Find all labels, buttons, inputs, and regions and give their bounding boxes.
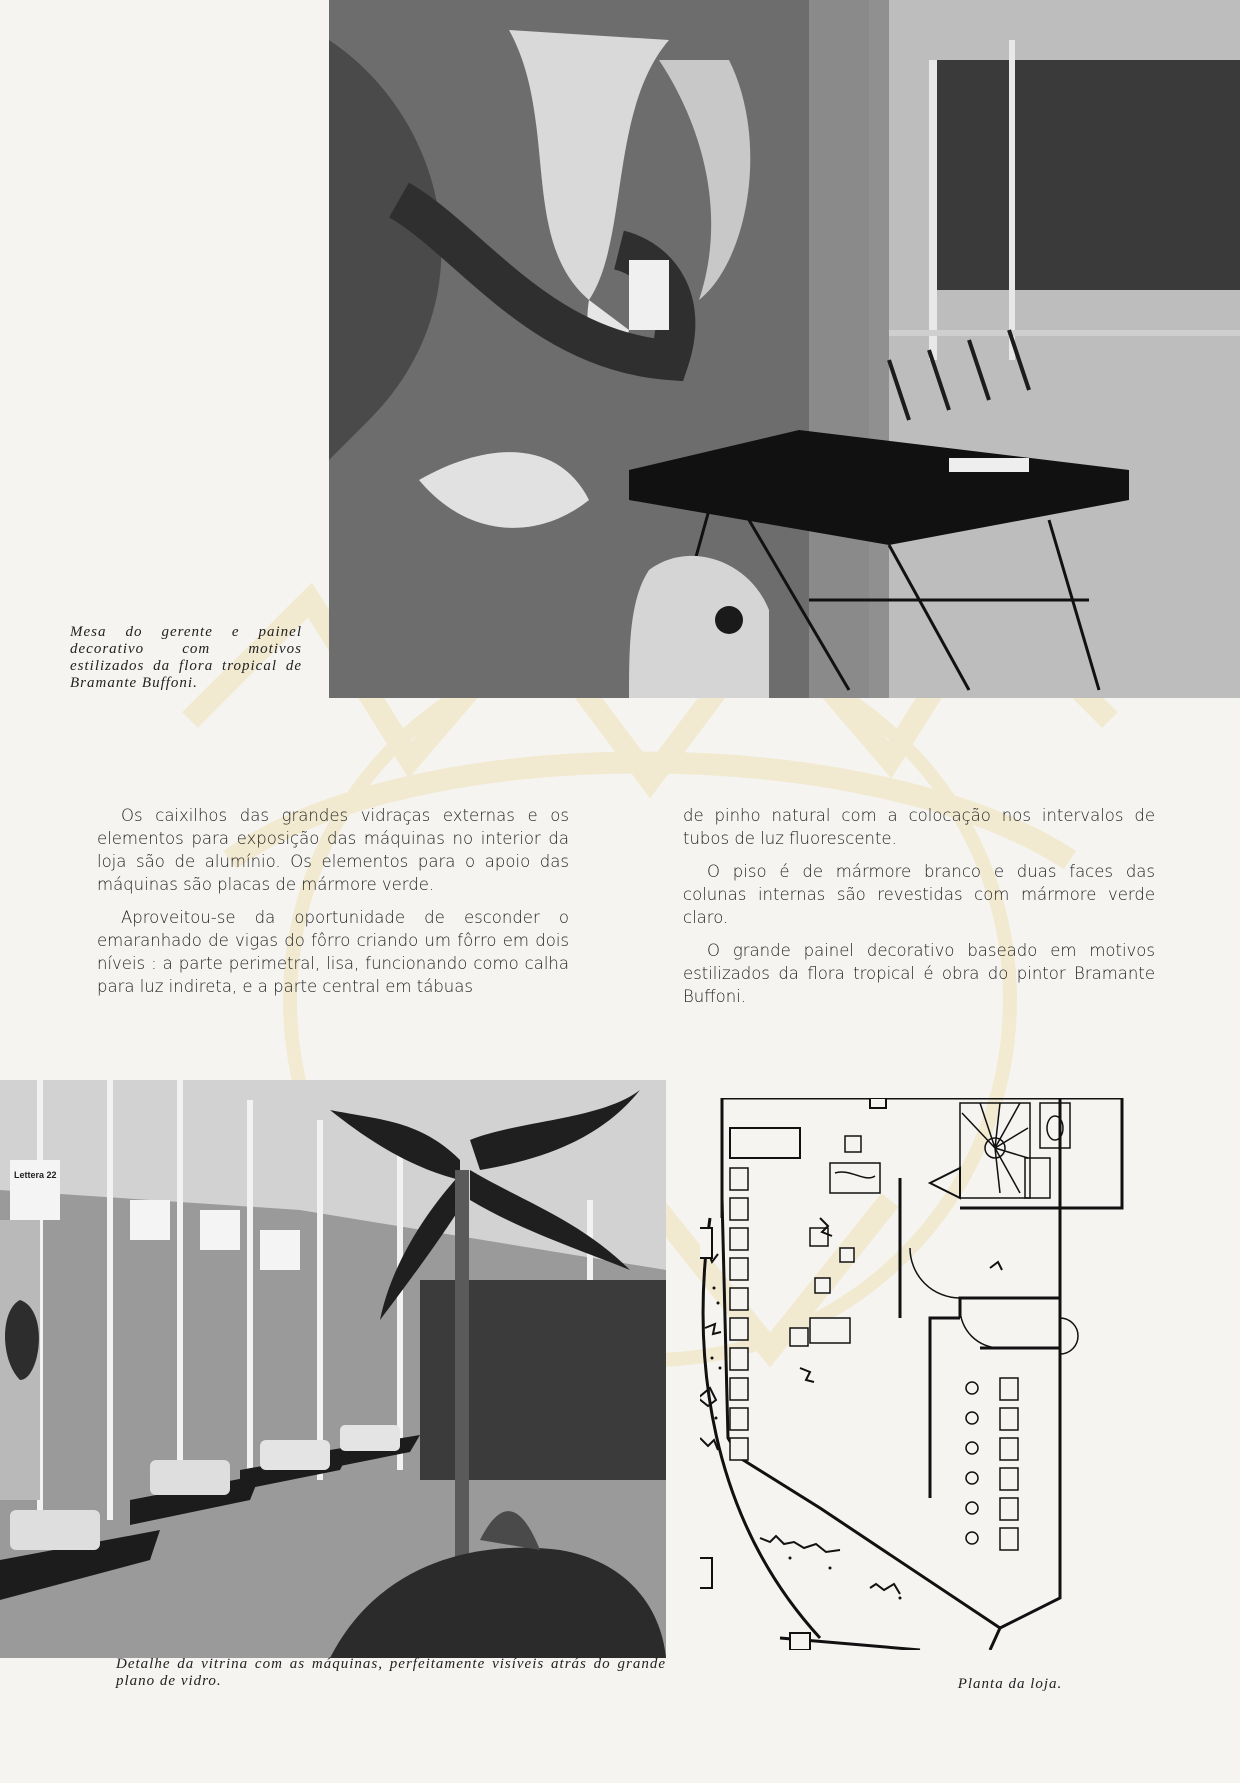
article-column-right <box>683 804 1155 1018</box>
article-paragraph: O grande painel decorativo baseado em motivos estilizados da flora tropical é obra do pintor Bramante Buffoni. <box>683 941 1155 1006</box>
article-paragraph: de pinho natural com a colocação nos intervalos de tubos de luz fluorescente. <box>683 806 1155 848</box>
photo-manager-desk-panel <box>329 0 1240 698</box>
photo-showcase-typewriters <box>0 1080 666 1658</box>
floor-plan-drawing <box>700 1098 1230 1650</box>
article-paragraph: Aproveitou-se da oportunidade de esconder o emaranhado de vigas do fôrro criando um fôrro em dois níveis : a parte perimetral, lisa, funcionando como calha para luz indireta, e a parte central em tábuas <box>97 908 569 996</box>
article-paragraph: Os caixilhos das grandes vidraças externas e os elementos para exposição das máquinas no interior da loja são de alumínio. Os elementos para o apoio das máquinas são placas de mármore verde. <box>97 806 569 894</box>
sign-lettera-22: Lettera 22 <box>14 1170 57 1180</box>
caption-manager-desk: Mesa do gerente e painel decorativo com motivos estilizados da flora tropical de Bramante Buffoni. <box>70 624 302 691</box>
article-paragraph: O piso é de mármore branco e duas faces das colunas internas são revestidas com mármore verde claro. <box>683 862 1155 927</box>
caption-floor-plan: Planta da loja. <box>957 1676 1063 1692</box>
caption-showcase: Detalhe da vitrina com as máquinas, perfeitamente visíveis atrás do grande plano de vidro. <box>116 1656 666 1689</box>
article-column-left <box>97 804 569 1008</box>
